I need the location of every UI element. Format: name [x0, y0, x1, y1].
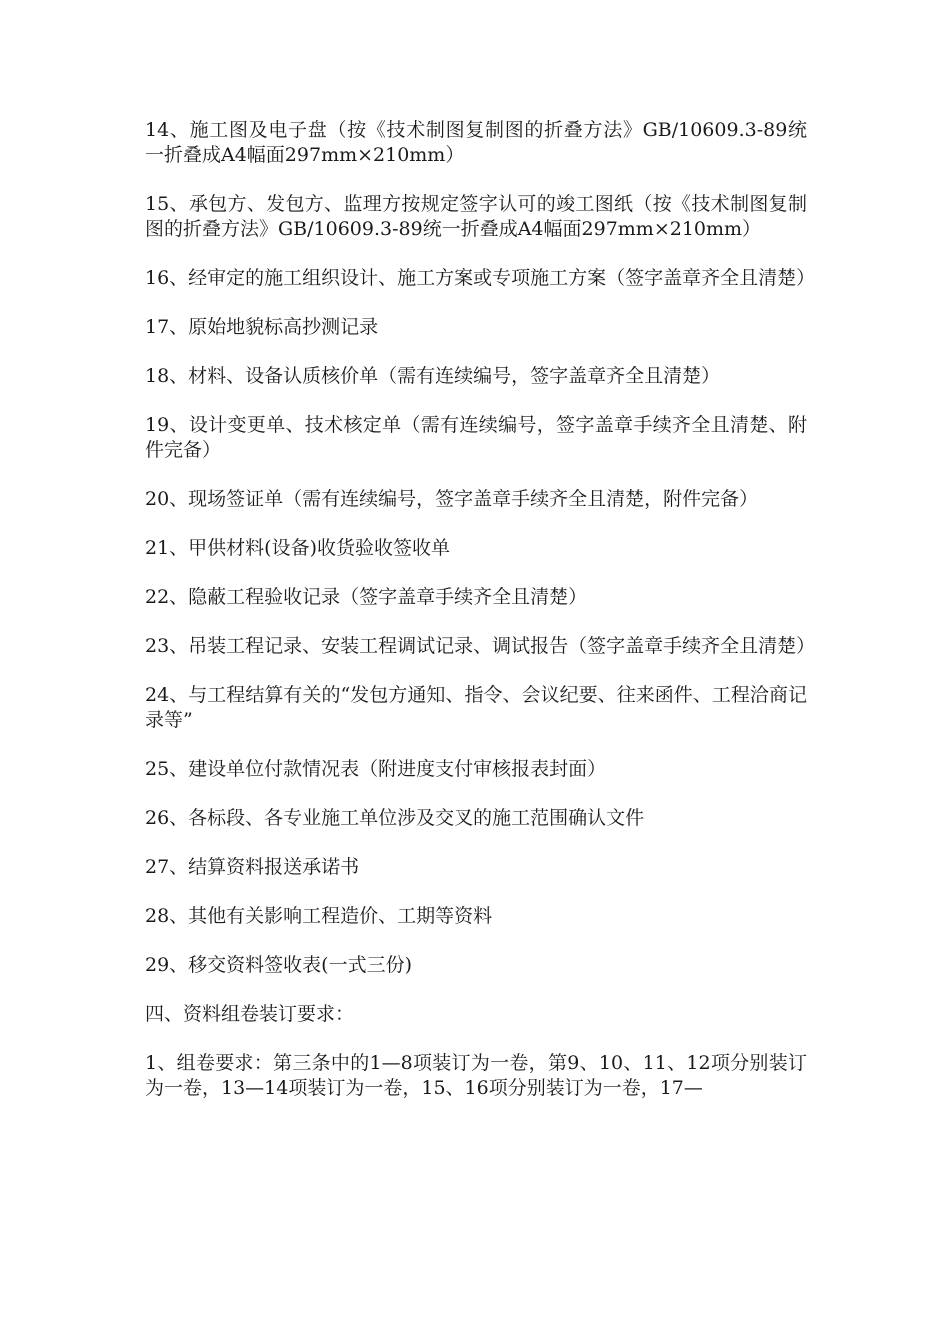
paragraph-28: 28、其他有关影响工程造价、工期等资料 — [145, 905, 493, 927]
paragraph-19: 19、设计变更单、技术核定单（需有连续编号，签字盖章手续齐全且清楚、附件完备） — [145, 414, 807, 461]
paragraph-27: 27、结算资料报送承诺书 — [145, 856, 360, 878]
paragraph-22: 22、隐蔽工程验收记录（签字盖章手续齐全且清楚） — [145, 586, 588, 608]
paragraph-21: 21、甲供材料(设备)收货验收签收单 — [145, 537, 451, 559]
paragraph-25: 25、建设单位付款情况表（附进度支付审核报表封面） — [145, 758, 607, 780]
paragraph-binding-1: 1、组卷要求：第三条中的1—8项装订为一卷，第9、10、11、12项分别装订为一卷，13—14项装订为一卷，15、16项分别装订为一卷，17— — [145, 1052, 807, 1099]
section-heading-4: 四、资料组卷装订要求： — [145, 1003, 355, 1025]
paragraph-20: 20、现场签证单（需有连续编号，签字盖章手续齐全且清楚，附件完备） — [145, 488, 759, 510]
paragraph-14: 14、施工图及电子盘（按《技术制图复制图的折叠方法》GB/10609.3-89统一折叠成A4幅面297mm×210mm） — [145, 119, 807, 166]
paragraph-16: 16、经审定的施工组织设计、施工方案或专项施工方案（签字盖章齐全且清楚） — [145, 267, 816, 289]
paragraph-24: 24、与工程结算有关的“发包方通知、指令、会议纪要、往来函件、工程洽商记录等” — [145, 684, 807, 731]
document-body — [145, 118, 816, 1125]
paragraph-15: 15、承包方、发包方、监理方按规定签字认可的竣工图纸（按《技术制图复制图的折叠方法》GB/10609.3-89统一折叠成A4幅面297mm×210mm） — [145, 193, 807, 240]
paragraph-17: 17、原始地貌标高抄测记录 — [145, 316, 379, 338]
paragraph-29: 29、移交资料签收表(一式三份) — [145, 954, 413, 976]
paragraph-18: 18、材料、设备认质核价单（需有连续编号，签字盖章齐全且清楚） — [145, 365, 721, 387]
paragraph-26: 26、各标段、各专业施工单位涉及交叉的施工范围确认文件 — [145, 807, 645, 829]
paragraph-23: 23、吊装工程记录、安装工程调试记录、调试报告（签字盖章手续齐全且清楚） — [145, 635, 816, 657]
